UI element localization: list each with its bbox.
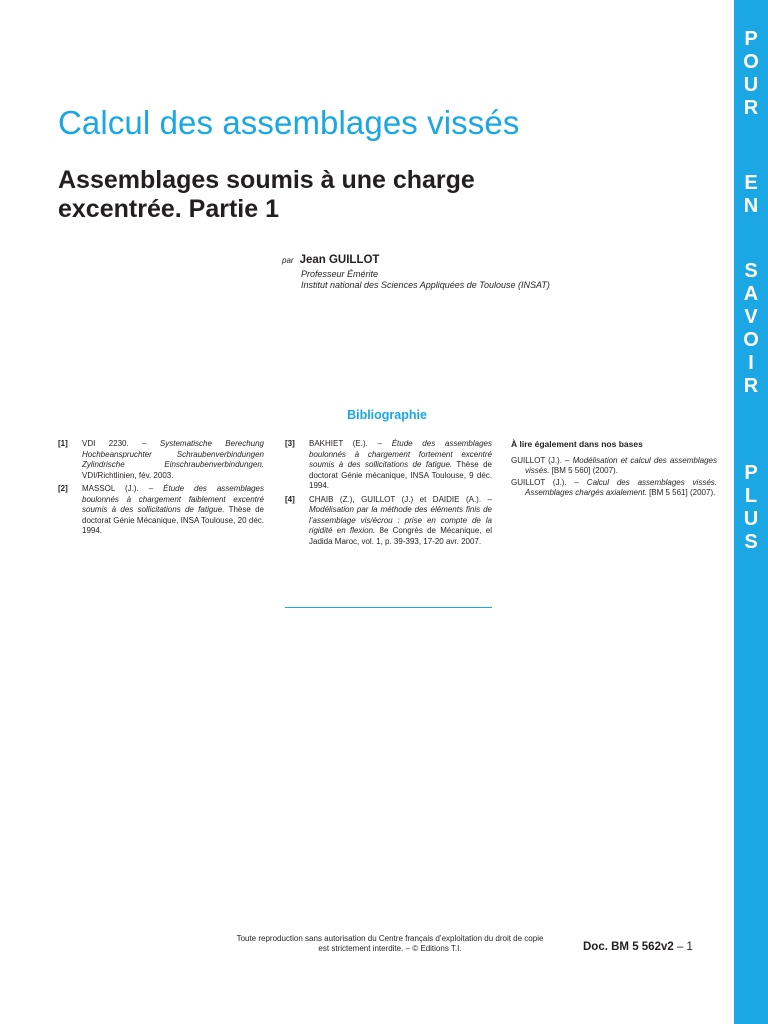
reference-item	[285, 495, 492, 548]
reference-item	[58, 484, 264, 537]
subtitle-line-2: excentrée. Partie 1	[58, 195, 279, 223]
author-block	[282, 254, 550, 290]
see-also-item	[511, 478, 717, 499]
reference-details: VDI/Richtlinien, fév. 2003.	[82, 470, 174, 480]
reference-item	[285, 439, 492, 492]
sidebar-letter: N	[743, 195, 759, 217]
sidebar-word-pour	[734, 28, 768, 120]
see-also-item	[511, 456, 717, 477]
reference-number: [4]	[285, 494, 295, 504]
copyright-notice	[150, 934, 630, 954]
reference-title: Étude des assemblages boulonnés à chargement fortement excentré soumis à des sollicitations de fatigue.	[309, 439, 493, 469]
sidebar-letter: A	[743, 283, 759, 305]
page-number: – 1	[673, 941, 693, 953]
sidebar-word-savoir	[734, 260, 768, 398]
copyright-line-1: Toute reproduction sans autorisation du Centre français d’exploitation du droit de copie	[236, 934, 544, 943]
sidebar-letter: E	[744, 172, 758, 194]
sidebar-word-en	[734, 172, 768, 218]
subtitle-line-1: Assemblages soumis à une charge	[58, 166, 475, 194]
reference-number: [1]	[58, 439, 68, 448]
reference-author: BAKHIET (E.). –	[309, 439, 392, 448]
copyright-line-2: est strictement interdite. – © Editions T.I.	[318, 944, 462, 953]
see-also-author: GUILLOT (J.). –	[511, 477, 587, 487]
reference-author: VDI 2230. –	[82, 439, 160, 448]
reference-number: [2]	[58, 484, 68, 493]
sidebar-banner	[734, 0, 768, 1024]
reference-title: Étude des assemblages boulonnés à chargement faiblement excentré soumis à des sollicitations de fatigue.	[82, 484, 264, 514]
sidebar-word-plus	[734, 462, 768, 554]
see-also-title: Calcul des assemblages vissés. Assemblages chargés axialement.	[525, 477, 717, 497]
see-also-details: [BM 5 560] (2007).	[549, 466, 618, 475]
author-role: Professeur Émérite	[301, 269, 379, 279]
bibliography-column-1	[58, 439, 264, 540]
document-code: Doc. BM 5 562v2	[583, 941, 674, 953]
sidebar-letter: O	[743, 51, 759, 73]
sidebar-letter: P	[744, 28, 758, 50]
sidebar-letter: U	[743, 508, 759, 530]
sidebar-letter: P	[744, 462, 758, 484]
author-prefix: par	[282, 256, 294, 265]
see-also-author: GUILLOT (J.). –	[511, 455, 573, 465]
sidebar-letter: L	[744, 485, 758, 507]
reference-author: CHAIB (Z.), GUILLOT (J.) et DAIDIE (A.). –	[309, 494, 492, 504]
sidebar-letter: S	[744, 531, 758, 553]
sidebar-letter: O	[743, 329, 759, 351]
bibliography-column-2	[285, 439, 492, 550]
reference-number: [3]	[285, 439, 295, 448]
reference-item	[58, 439, 264, 481]
see-also-heading: À lire également dans nos bases	[511, 439, 643, 449]
sidebar-letter: R	[743, 375, 759, 397]
page-subtitle	[58, 166, 475, 224]
page-title: Calcul des assemblages vissés	[58, 104, 520, 141]
author-name: Jean GUILLOT	[299, 254, 380, 266]
reference-details: 8e Congrès de Mécanique, el Jadida Maroc, vol. 1, p. 39-393, 17-20 avr. 2007.	[309, 526, 492, 546]
sidebar-letter: V	[744, 306, 758, 328]
section-divider	[285, 607, 492, 608]
sidebar-letter: R	[743, 97, 759, 119]
see-also-title: Modélisation et calcul des assemblages vissés.	[525, 455, 717, 475]
sidebar-letter: I	[748, 352, 754, 374]
see-also-details: [BM 5 561] (2007).	[646, 488, 716, 497]
sidebar-letter: U	[743, 74, 759, 96]
sidebar-letter: S	[744, 260, 758, 282]
author-institution: Institut national des Sciences Appliquées de Toulouse (INSAT)	[301, 280, 550, 290]
reference-author: MASSOL (J.). –	[82, 484, 164, 493]
reference-details: Thèse de doctorat Génie mécanique, INSA Toulouse, 9 déc. 1994.	[309, 460, 492, 490]
reference-title: Modélisation par la méthode des éléments finis de l’assemblage vis/écrou : prise en compte de la rigidité en flexion.	[309, 505, 492, 535]
document-reference	[583, 941, 693, 953]
bibliography-heading: Bibliographie	[347, 408, 427, 422]
see-also-column	[511, 439, 717, 500]
reference-title: Systematische Berechung Hochbeanspruchter Schraubenverbindungen Zylindrische Einschraubenverbindungen.	[82, 439, 264, 469]
reference-details: Thèse de doctorat Génie Mécanique, INSA Toulouse, 20 déc. 1994.	[82, 505, 264, 535]
